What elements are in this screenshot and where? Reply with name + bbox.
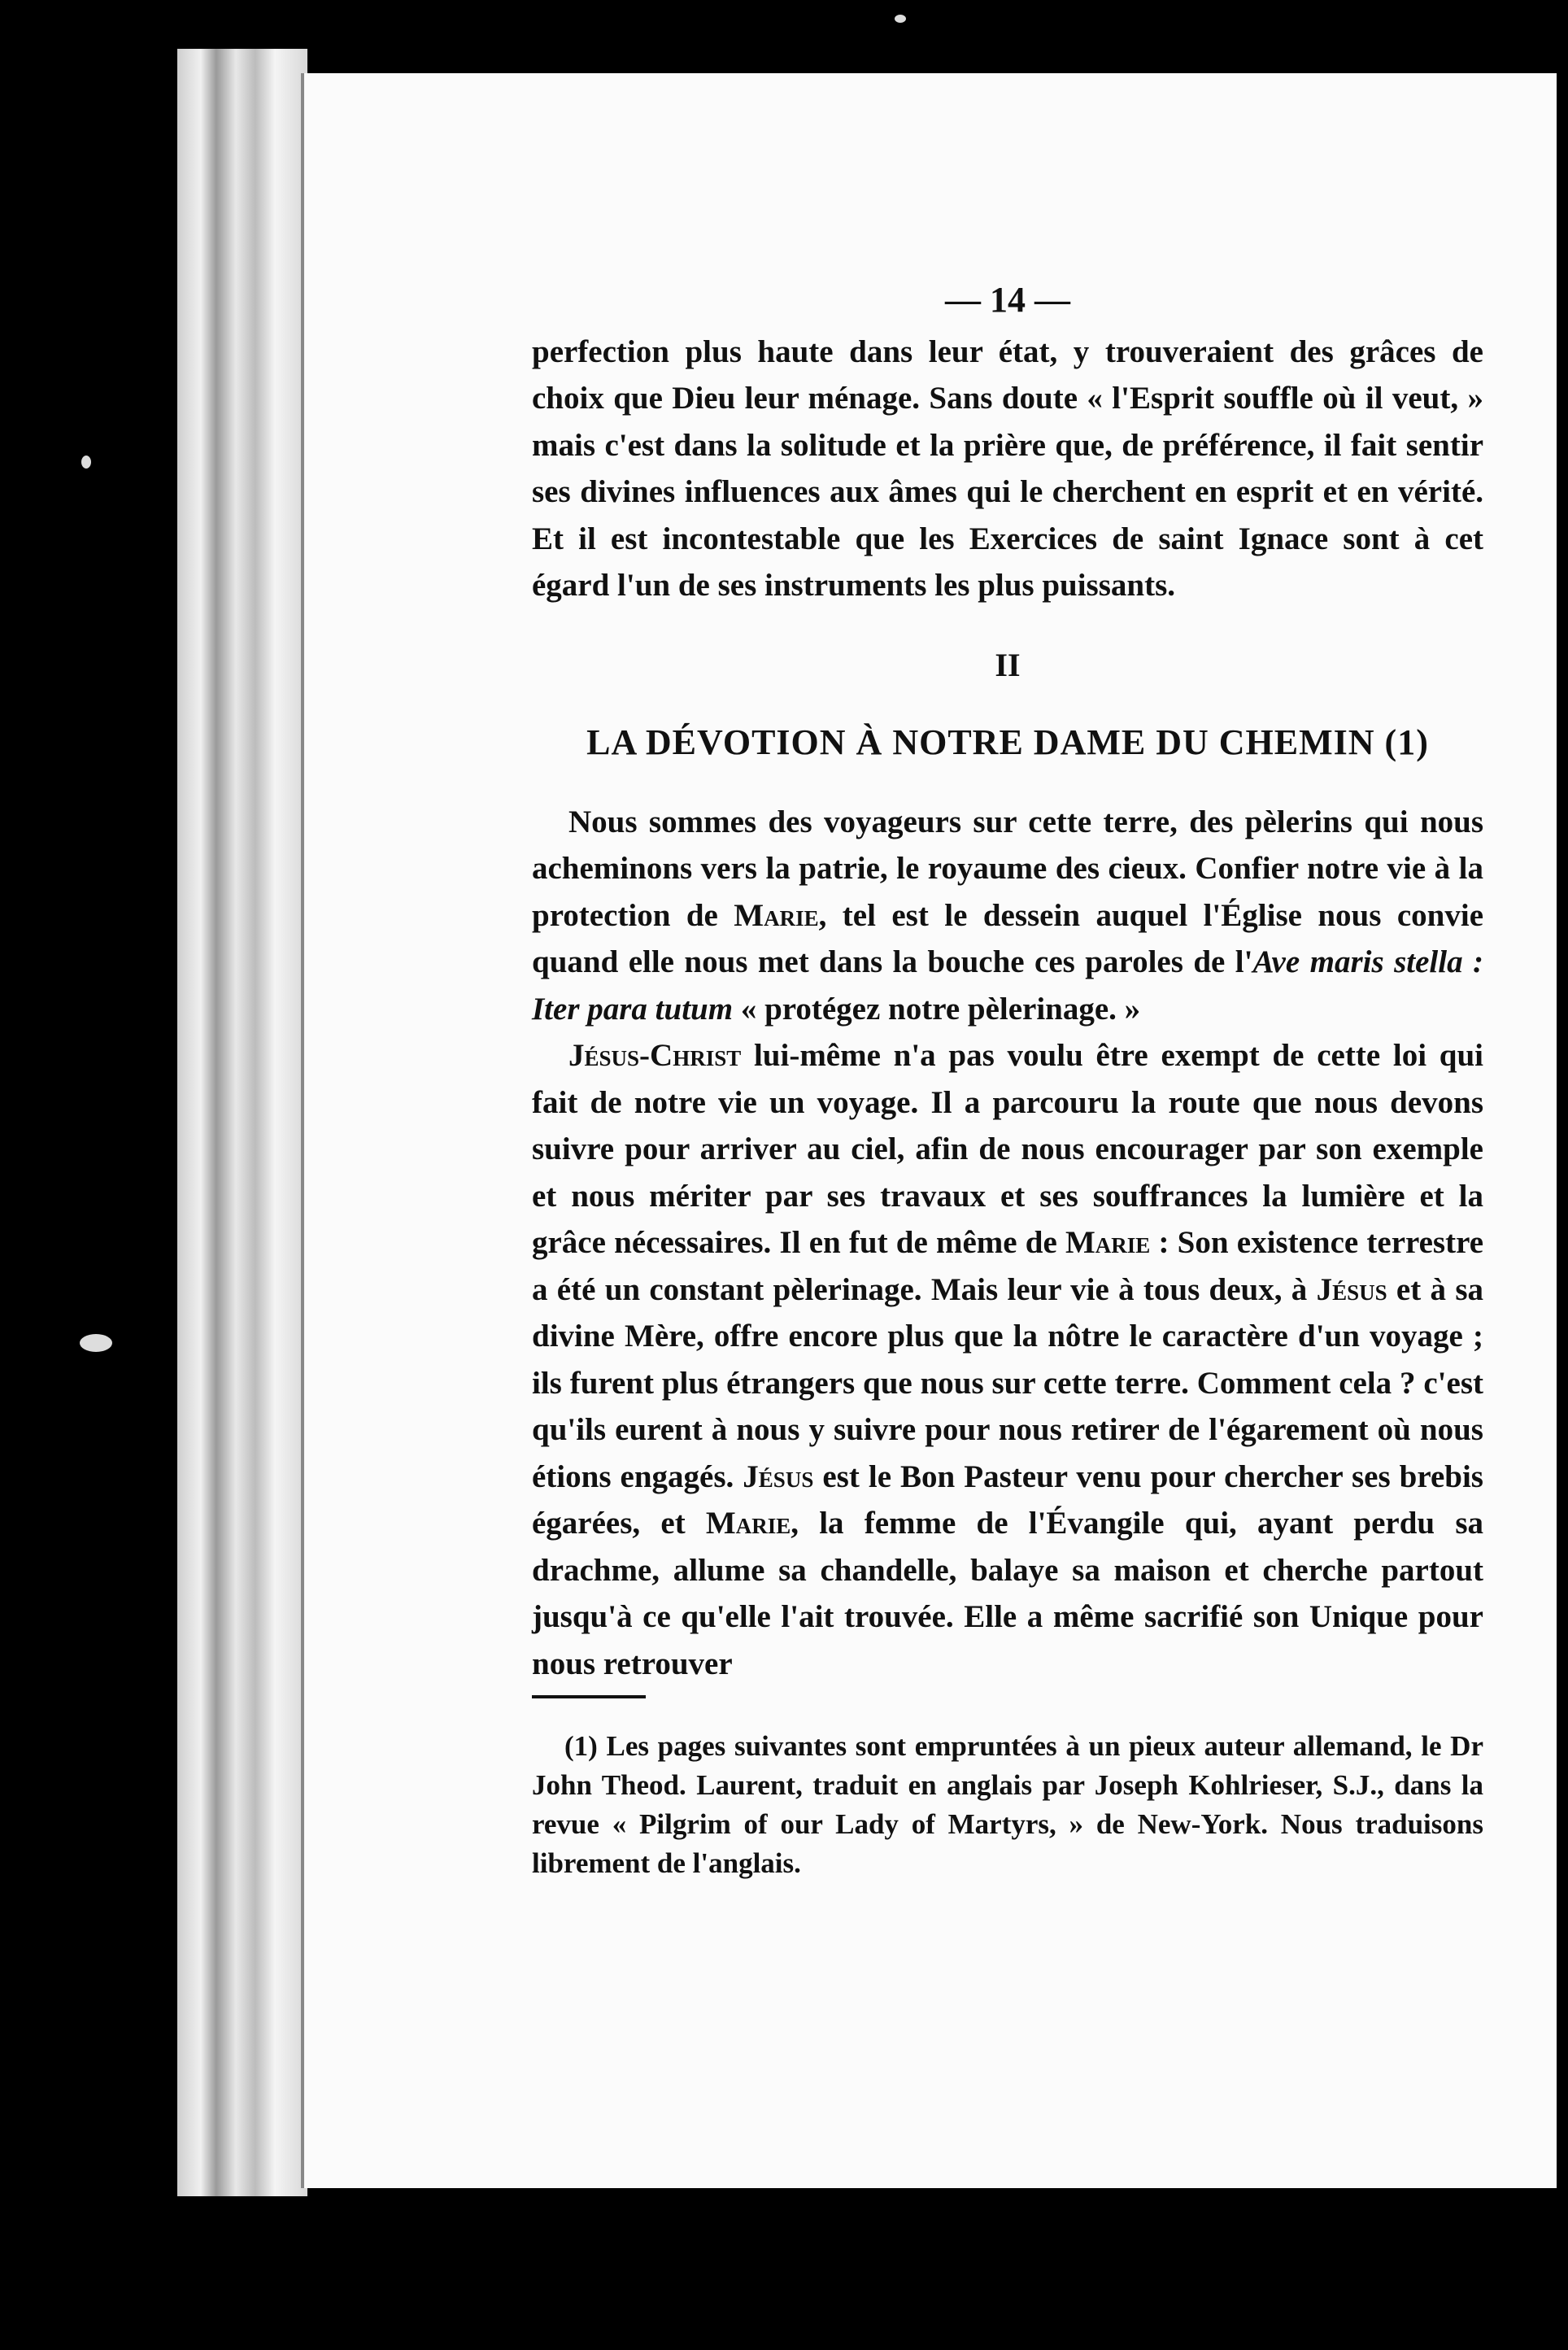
dust-speck [80,1334,112,1352]
dust-speck [895,15,906,23]
text: , la femme de l'Évangile qui, ayant perdu sa drachme, allume sa chandelle, balaye sa maison et cherche partout jusqu'à ce qu'elle l'ait trouvée. Elle a même sacrifié son Unique pour nous retrouver [532,1506,1483,1681]
name-marie: Marie [734,897,819,933]
footnote-rule [532,1695,646,1698]
paragraph-continuation: perfection plus haute dans leur état, y trouveraient des grâces de choix que Dieu leur ménage. Sans doute « l'Esprit souffle où il veut, » mais c'est dans la solitude et la prière que, de préférence, il fait sentir ses divines influences aux âmes qui le cherchent en esprit et en vérité. Et il est incontestable que les Exercices de saint Ignace sont à cet égard l'un de ses instruments les plus puissants. [532,334,1483,603]
text: « protégez notre pèlerinage. » [733,991,1141,1027]
text: lui-même n'a pas voulu être exempt de cette loi qui fait de notre vie un voyage. Il a parcouru la route que nous devons suivre pour arriver au ciel, afin de nous encourager par son exemple et nous mériter par ses travaux et ses souffrances la lumière et la grâce nécessaires. Il en fut de même de [532,1038,1483,1260]
text: et à sa divine Mère, offre encore plus que la nôtre le caractère d'un voyage ; ils furent plus étrangers que nous sur cette terre. Comment cela ? c'est qu'ils eurent à nous y suivre pour nous retirer de l'égarement où nous étions engagés. [532,1271,1483,1494]
book-spine [177,49,307,2196]
paragraph-2 [532,1032,1483,1687]
page-content [532,277,1483,1912]
footnote: (1) Les pages suivantes sont empruntées à un pieux auteur allemand, le Dr John Theod. Laurent, traduit en anglais par Joseph Kohlrieser, S.J., dans la revue « Pilgrim of our Lady of Martyrs, » de New-York. Nous traduisons librement de l'anglais. [532,1730,1483,1879]
text: : Son existence terrestre a été un constant pèlerinage. Mais leur vie à tous deux, à [532,1225,1483,1307]
name-marie: Marie [1065,1225,1151,1260]
paragraph-1 [532,799,1483,1033]
name-jesus: Jésus [1316,1271,1387,1307]
name-jesus-christ: Jésus-Christ [568,1038,742,1073]
book-page [301,73,1557,2188]
section-title: LA DÉVOTION À NOTRE DAME DU CHEMIN (1) [586,722,1429,762]
name-marie: Marie [705,1506,791,1541]
text: est le Bon Pasteur venu pour chercher ses brebis égarées, et [532,1458,1483,1541]
text: Nous sommes des voyageurs sur cette terre, des pèlerins qui nous acheminons vers la patrie, le royaume des cieux. Confier notre vie à la protection de [532,804,1483,933]
latin-quote: Ave maris stella : Iter para tutum [532,944,1483,1027]
dust-speck [81,456,91,469]
name-jesus: Jésus [743,1458,814,1494]
section-number: II [995,646,1021,683]
text: , tel est le dessein auquel l'Église nous convie quand elle nous met dans la bouche ces paroles de l' [532,897,1483,979]
page-number: — 14 — [945,280,1070,320]
